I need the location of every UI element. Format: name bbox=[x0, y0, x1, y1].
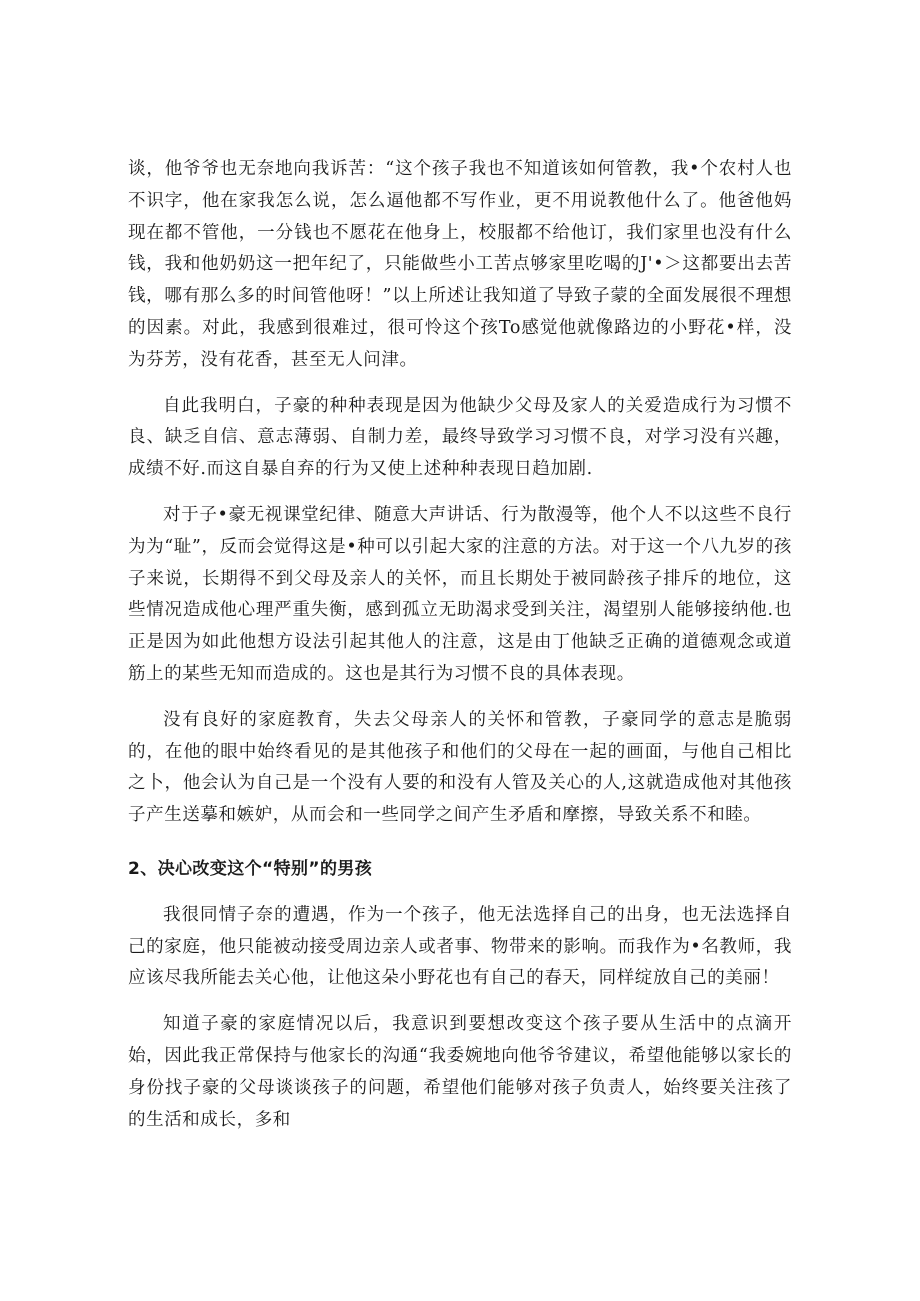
paragraph-family-communication: 知道子豪的家庭情况以后，我意识到要想改变这个孩子要从生活中的点滴开始，因此我正常保持与他家长的沟通“我委婉地向他爷爷建议，希望他能够以家长的身份找子豪的父母谈谈孩子的问题，希望他们能够对孩子负责人，始终要关注孩了的生活和成长，多和 bbox=[128, 1014, 792, 1130]
section-heading: 2、决心改变这个“特别”的男孩 bbox=[128, 858, 373, 879]
paragraph-sympathy: 我很同情子奈的遭遇，作为一个孩子，他无法选择自己的出身，也无法选择自己的家庭，他只能被动接受周边亲人或者事、物带来的影响。而我作为•名教师，我应该尽我所能去关心他，让他这朵小野花也有自己的春天，同样绽放自己的美丽！ bbox=[128, 904, 792, 989]
document-body bbox=[128, 154, 792, 1136]
paragraph-family-education: 没有良好的家庭教育，失去父母亲人的关怀和管教，子豪同学的意志是脆弱的，在他的眼中始终看见的是其他孩子和他们的父母在一起的画面，与他自己相比之卜，他会认为自己是一个没有人要的和没有人管及关心的人,这就造成他对其他孩子产生送摹和嫉妒，从而会和一些同学之间产生矛盾和摩擦，导致关系不和睦。 bbox=[128, 709, 792, 826]
paragraph-grandfather-complaint: 谈，他爷爷也无奈地向我诉苦：“这个孩子我也不知道该如何管教，我•个农村人也不识字，他在家我怎么说，怎么逼他都不写作业，更不用说教他什么了。他爸他妈现在都不管他，一分钱也不愿花在他身上，校服都不给他订，我们家里也没有什么钱，我和他奶奶这一把年纪了，只能做些小工苦点够家里吃喝的J'•＞这都要出去苦钱，哪有那么多的时间管他呀！”以上所述让我知道了导致子蒙的全面发展很不理想的因素。对此，我感到很难过，很可怜这个孩To感觉他就像路边的小野花•样，没为芬芳，没有花香，甚至无人问津。 bbox=[128, 159, 792, 370]
paragraph-behavior-analysis: 对于子•豪无视课堂纪律、随意大声讲话、行为散漫等，他个人不以这些不良行为为“耻”，反而会觉得这是•种可以引起大家的注意的方法。对于这一个八九岁的孩子来说，长期得不到父母及亲人的关怀，而且长期处于被同龄孩子排斥的地位，这些情况造成他心理严重失衡，感到孤立无助渴求受到关注，渴望别人能够接纳他.也正是因为如此他想方设法引起其他人的注意，这是由丁他缺乏正确的道德观念或道筋上的某些无知而造成的。这也是其行为习惯不良的具体表现。 bbox=[128, 504, 792, 684]
paragraph-realization: 自此我明白，子豪的种种表现是因为他缺少父母及家人的关爱造成行为习惯不良、缺乏自信、意志薄弱、自制力差，最终导致学习习惯不良，对学习没有兴趣，成绩不好.而这自暴自弃的行为又使上述种种表现日趋加剧. bbox=[128, 395, 792, 480]
